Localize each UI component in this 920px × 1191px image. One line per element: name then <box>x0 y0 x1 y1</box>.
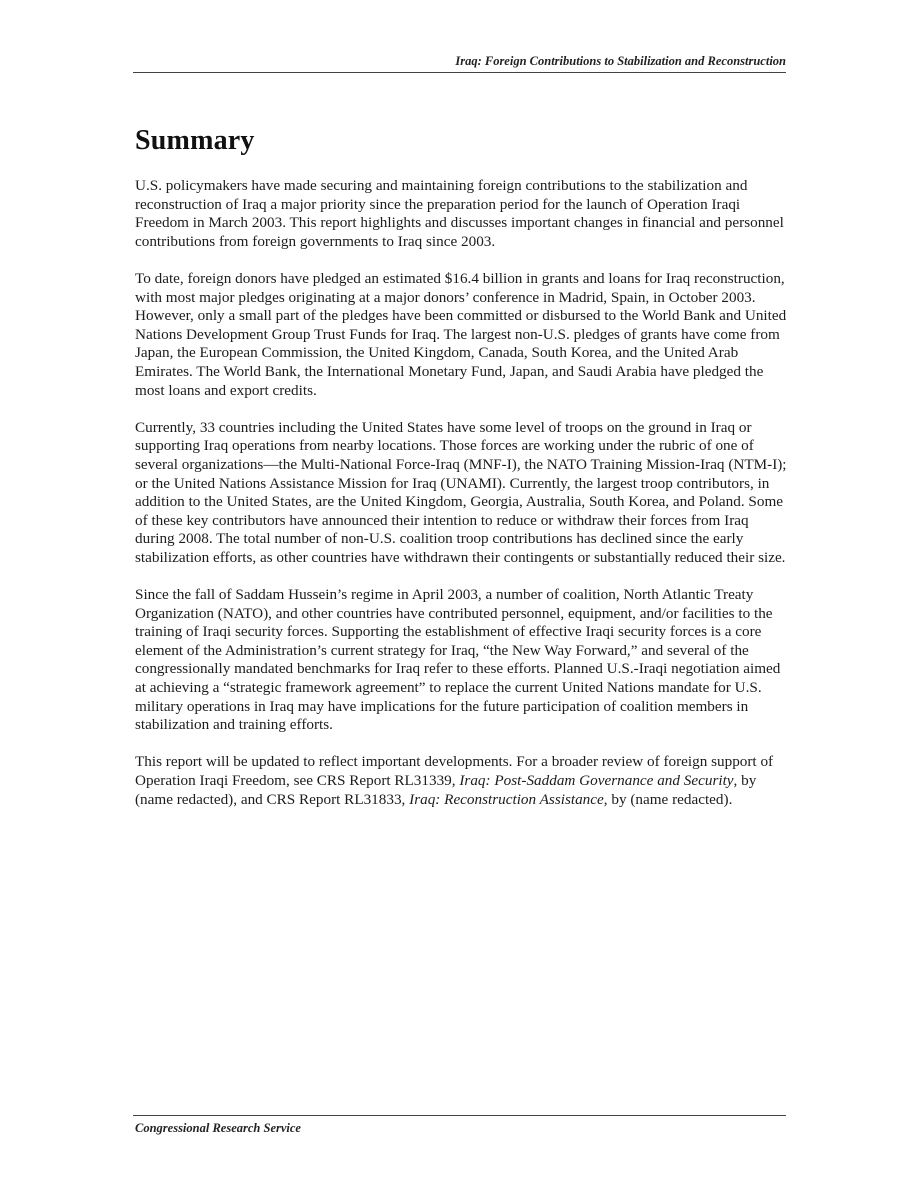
paragraph-donor-pledges: To date, foreign donors have pledged an estimated $16.4 billion in grants and loans for Iraq reconstruction, with most major pledges originating at a major donors’ conference in Madrid, Spain, in October 2003. However, only a small part of the pledges have been committed or disbursed to the World Bank and United Nations Development Group Trust Funds for Iraq. The largest non-U.S. pledges of grants have come from Japan, the European Commission, the United Kingdom, Canada, South Korea, and the United Arab Emirates. The World Bank, the International Monetary Fund, Japan, and Saudi Arabia have pledged the most loans and export credits. <box>135 269 787 399</box>
header-rule <box>133 72 786 73</box>
paragraph-policy-priority: U.S. policymakers have made securing and maintaining foreign contributions to the stabilization and reconstruction of Iraq a major priority since the preparation period for the launch of Operation Iraqi Freedom in March 2003. This report highlights and discusses important changes in financial and personnel contributions from foreign governments to Iraq since 2003. <box>135 177 784 250</box>
report-updates-text-3: , by (name redacted). <box>603 790 733 808</box>
paragraph-troop-contributions: Currently, 33 countries including the United States have some level of troops on the ground in Iraq or supporting Iraq operations from nearby locations. Those forces are working under the rubric of one of several organizations—the Multi-National Force-Iraq (MNF-I), the NATO Training Mission-Iraq (NTM-I); or the United Nations Assistance Mission for Iraq (UNAMI). Currently, the largest troop contributors, in addition to the United States, are the United Kingdom, Georgia, Australia, South Korea, and Poland. Some of these key contributors have announced their intention to reduce or withdraw their forces from Iraq during 2008. The total number of non-U.S. coalition troop contributions has declined since the early stabilization efforts, as other countries have withdrawn their contingents or substantially reduced their size. <box>135 418 787 566</box>
footer-rule <box>133 1115 786 1116</box>
running-header: Iraq: Foreign Contributions to Stabilization and Reconstruction <box>455 54 786 68</box>
footer-publisher: Congressional Research Service <box>135 1121 301 1135</box>
crs-report-rl31339-title: Iraq: Post-Saddam Governance and Security <box>459 772 734 789</box>
summary-body <box>135 177 787 828</box>
report-updates-text-2: , by (name redacted), and CRS Report RL31833, <box>135 772 757 808</box>
paragraph-security-training: Since the fall of Saddam Hussein’s regime in April 2003, a number of coalition, North Atlantic Treaty Organization (NATO), and other countries have contributed personnel, equipment, and/or facilities to the training of Iraqi security forces. Supporting the establishment of effective Iraqi security forces is a core element of the Administration’s current strategy for Iraq, “the New Way Forward,” and several of the congressionally mandated benchmarks for Iraq refer to these efforts. Planned U.S.-Iraqi negotiation aimed at achieving a “strategic framework agreement” to replace the current United Nations mandate for U.S. military operations in Iraq may have implications for the future participation of coalition members in stabilization and training efforts. <box>135 586 781 734</box>
report-updates-text-1: This report will be updated to reflect important developments. For a broader review of foreign support of Operation Iraqi Freedom, see CRS Report RL31339, <box>135 753 774 789</box>
paragraph-report-updates <box>135 753 787 809</box>
page-title: Summary <box>135 125 255 156</box>
crs-report-rl31833-title: Iraq: Reconstruction Assistance <box>409 790 604 808</box>
